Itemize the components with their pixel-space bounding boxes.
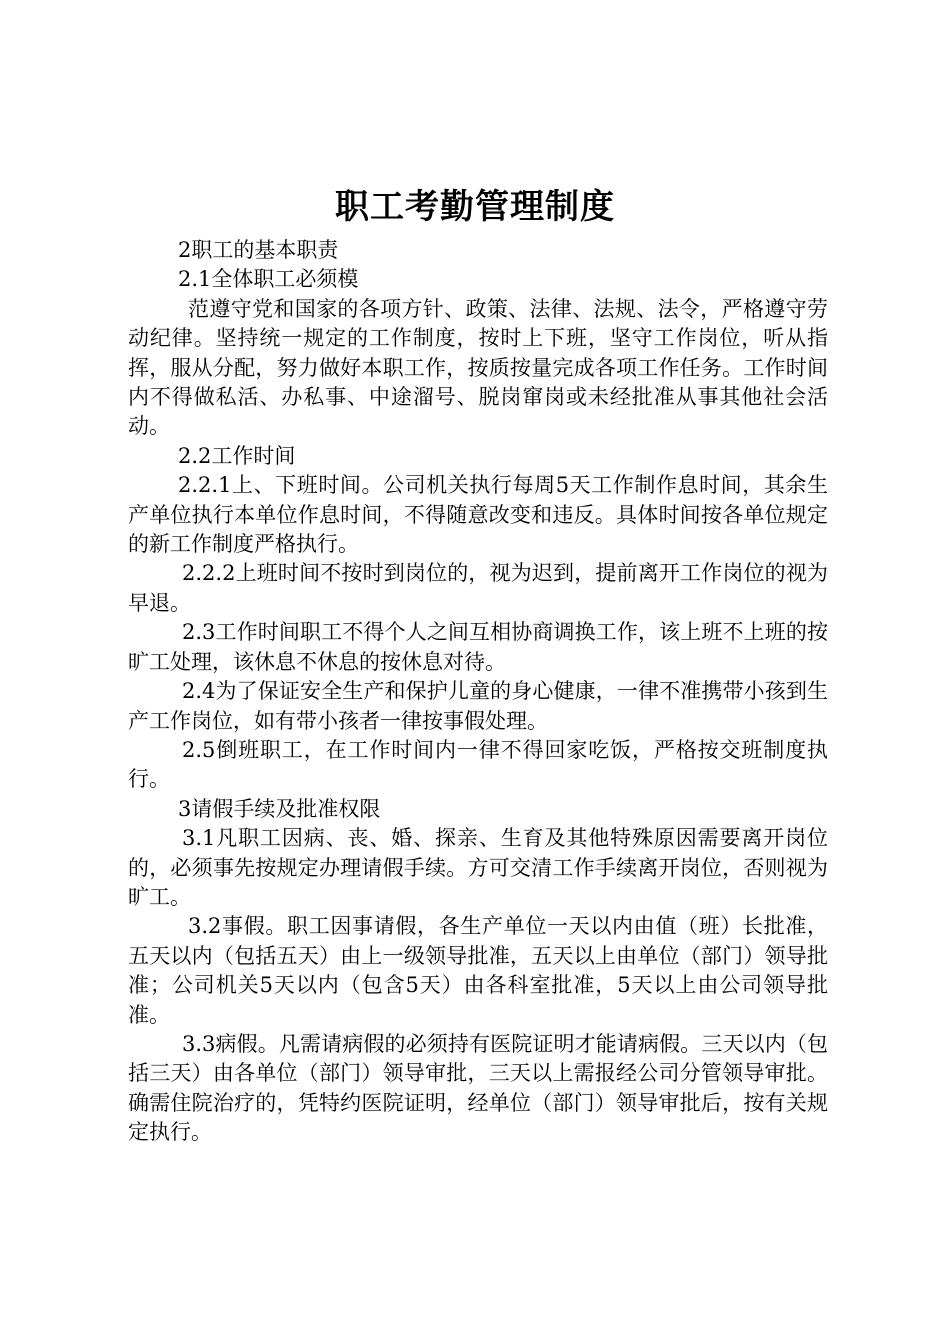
body-paragraph: 3.1凡职工因病、丧、婚、探亲、生育及其他特殊原因需要离开岗位的，必须事先按规定办理请假手续。方可交清工作手续离开岗位，否则视为旷工。 bbox=[128, 826, 828, 909]
document-body bbox=[128, 236, 828, 1148]
document-title: 职工考勤管理制度 bbox=[335, 187, 615, 227]
body-paragraph: 3.3病假。凡需请病假的必须持有医院证明才能请病假。三天以内（包括三天）由各单位（部门）领导审批，三天以上需报经公司分管领导审批。确需住院治疗的，凭特约医院证明，经单位（部门）领导审批后，按有关规定执行。 bbox=[128, 1031, 828, 1145]
body-paragraph: 2.2.2上班时间不按时到岗位的，视为迟到，提前离开工作岗位的视为早退。 bbox=[128, 561, 828, 615]
body-paragraph: 2.2.1上、下班时间。公司机关执行每周5天工作制作息时间，其余生产单位执行本单位作息时间，不得随意改变和违反。具体时间按各单位规定的新工作制度严格执行。 bbox=[128, 473, 828, 557]
section-heading: 2职工的基本职责 bbox=[178, 238, 339, 262]
body-paragraph: 2.3工作时间职工不得个人之间互相协商调换工作，该上班不上班的按旷工处理，该休息不休息的按休息对待。 bbox=[128, 620, 828, 674]
subsection-heading: 2.2工作时间 bbox=[178, 443, 296, 468]
section-heading: 3请假手续及批准权限 bbox=[178, 796, 381, 821]
body-paragraph: 2.5倒班职工，在工作时间内一律不得回家吃饭，严格按交班制度执行。 bbox=[128, 737, 828, 792]
subsection-heading: 2.1全体职工必须模 bbox=[178, 267, 359, 292]
body-paragraph: 3.2事假。职工因事请假，各生产单位一天以内由值（班）长批准，五天以内（包括五天）由上一级领导批准，五天以上由单位（部门）领导批准；公司机关5天以内（包含5天）由各科室批准，5天以上由公司领导批准。 bbox=[128, 914, 828, 1027]
body-paragraph: 范遵守党和国家的各项方针、政策、法律、法规、法令，严格遵守劳动纪律。坚持统一规定的工作制度，按时上下班，坚守工作岗位，听从指挥，服从分配，努力做好本职工作，按质按量完成各项工作任务。工作时间内不得做私活、办私事、中途溜号、脱岗窜岗或未经批准从事其他社会活动。 bbox=[128, 296, 828, 439]
body-paragraph: 2.4为了保证安全生产和保护儿童的身心健康，一律不准携带小孩到生产工作岗位，如有带小孩者一律按事假处理。 bbox=[128, 679, 828, 733]
